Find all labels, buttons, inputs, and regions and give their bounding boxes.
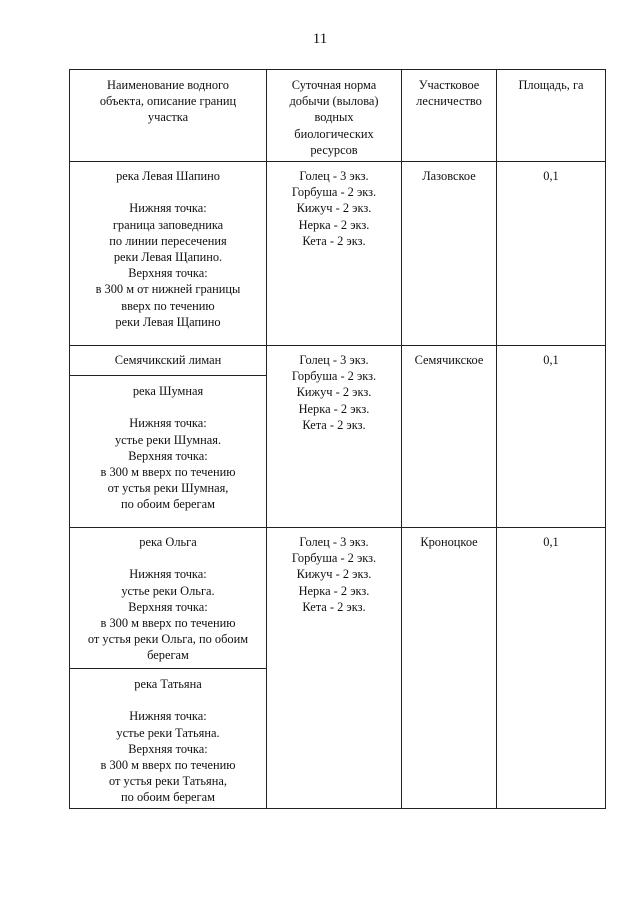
row1-name: река Левая Шапино Нижняя точка: граница заповедника по линии пересечения реки Левая Щапино. Верхняя точка: в 300 м от нижней границы вверх по течению реки Левая Щапино [95,169,241,329]
row2-name-b: река Шумная Нижняя точка: устье реки Шумная. Верхняя точка: в 300 м вверх по течению от устья реки Шумная, по обоим берегам [100,384,236,512]
row2-area: 0,1 [543,353,559,367]
header-name: Наименование водного объекта, описание границ участка [99,78,237,125]
row-divider-2 [69,527,606,528]
row2-norm: Голец - 3 экз. Горбуша - 2 экз. Кижуч - 2 экз. Нерка - 2 экз. Кета - 2 экз. [291,353,377,432]
table-border-bottom [69,808,606,809]
table-border-top [69,69,606,70]
header-norm: Суточная норма добычи (вылова) водных биологических ресурсов [289,78,379,157]
row2-forestry: Семячикское [414,353,484,367]
row-divider-header [69,161,606,162]
row1-area: 0,1 [543,169,559,183]
row3-area: 0,1 [543,535,559,549]
sub-row-divider-2 [69,375,267,376]
row3-name-a: река Ольга Нижняя точка: устье реки Ольга. Верхняя точка: в 300 м вверх по течению от устья реки Ольга, по обоим берегам [87,535,249,663]
row3-name-b: река Татьяна Нижняя точка: устье реки Татьяна. Верхняя точка: в 300 м вверх по течению от устья реки Татьяна, по обоим берегам [100,677,236,805]
row3-forestry: Кроноцкое [420,535,478,549]
sub-row-divider-3 [69,668,267,669]
header-area: Площадь, га [518,78,584,92]
header-forestry: Участковое лесничество [416,78,482,109]
table-border-right [605,69,606,809]
row-divider-1 [69,345,606,346]
row1-forestry: Лазовское [422,169,476,183]
row2-name-a: Семячикский лиман [114,353,222,367]
row1-norm: Голец - 3 экз. Горбуша - 2 экз. Кижуч - 2 экз. Нерка - 2 экз. Кета - 2 экз. [291,169,377,248]
page-number: 11 [312,31,328,47]
row3-norm: Голец - 3 экз. Горбуша - 2 экз. Кижуч - 2 экз. Нерка - 2 экз. Кета - 2 экз. [291,535,377,614]
